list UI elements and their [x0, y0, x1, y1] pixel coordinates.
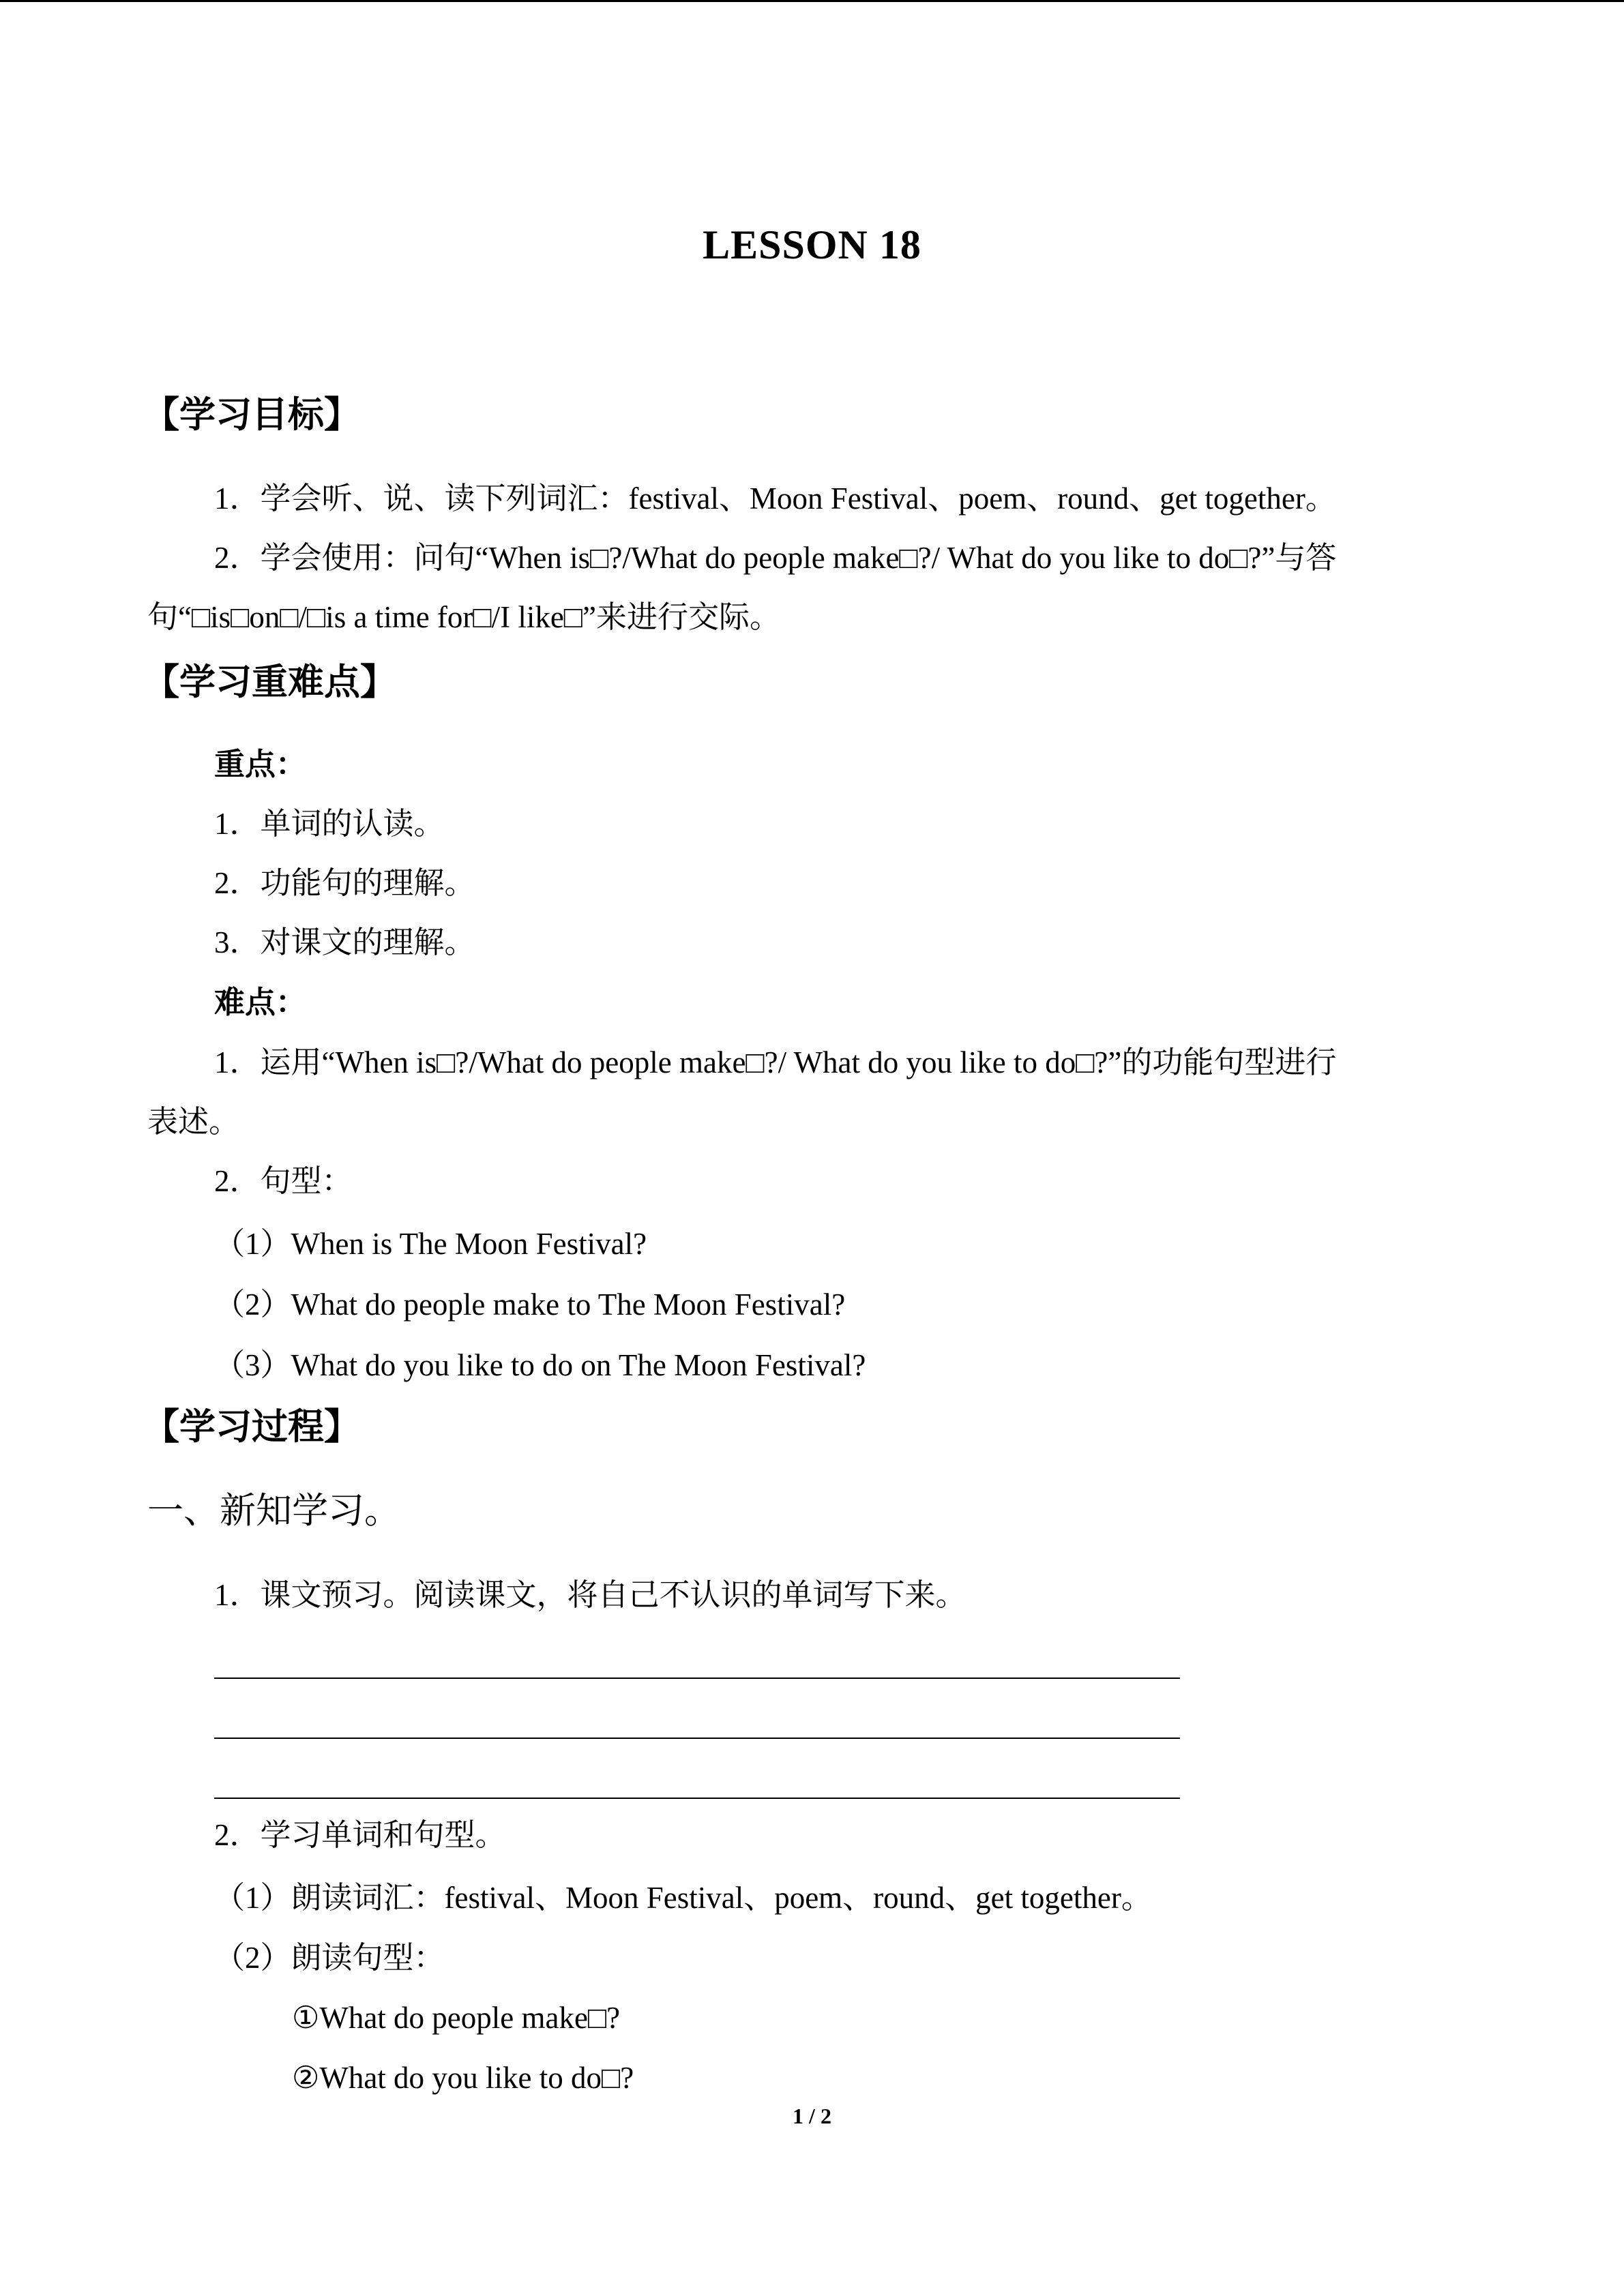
goal-item-1: 1．学会听、说、读下列词汇：festival、Moon Festival、poem、round、get together。 — [214, 481, 1336, 516]
difficulty-item-2: 2．句型： — [214, 1164, 353, 1198]
answer-line-2 — [214, 1738, 1180, 1739]
lesson-title: LESSON 18 — [703, 222, 921, 267]
page-number: 1 / 2 — [793, 2104, 831, 2128]
step-2-sub-1: （1）朗读词汇：festival、Moon Festival、poem、round、get together。 — [214, 1881, 1152, 1915]
answer-line-1 — [214, 1678, 1180, 1679]
focus-item-1: 1．单词的认读。 — [214, 807, 445, 841]
step-2: 2．学习单词和句型。 — [214, 1818, 506, 1852]
focus-item-3: 3．对课文的理解。 — [214, 925, 475, 959]
difficulty-item-1-line-2: 表述。 — [147, 1105, 240, 1139]
sentence-1: （1）When is The Moon Festival? — [214, 1227, 647, 1261]
goals-heading: 【学习目标】 — [143, 396, 360, 435]
difficulty-item-1-line-1: 1．运用“When is□?/What do people make□?/ What do you like to do□?”的功能句型进行 — [214, 1045, 1337, 1079]
sentence-2: （2）What do people make to The Moon Festival? — [214, 1287, 846, 1322]
focus-label: 重点： — [214, 747, 307, 781]
key-points-heading: 【学习重难点】 — [143, 663, 396, 702]
part-1-heading: 一、新知学习。 — [147, 1491, 400, 1531]
step-2-sentence-2: ②What do you like to do□? — [292, 2061, 634, 2095]
difficulty-label: 难点： — [214, 985, 307, 1019]
process-heading: 【学习过程】 — [143, 1407, 360, 1447]
step-1: 1．课文预习。阅读课文，将自己不认识的单词写下来。 — [214, 1578, 966, 1612]
step-2-sentence-1: ①What do people make□? — [292, 2001, 621, 2035]
step-2-sub-2: （2）朗读句型： — [214, 1941, 445, 1975]
sentence-3: （3）What do you like to do on The Moon Festival? — [214, 1348, 866, 1382]
answer-line-3 — [214, 1798, 1180, 1799]
goal-item-2-line-1: 2．学会使用：问句“When is□?/What do people make□?/ What do you like to do□?”与答 — [214, 541, 1337, 575]
goal-item-2-line-2: 句“□is□on□/□is a time for□/I like□”来进行交际。 — [147, 600, 780, 634]
focus-item-2: 2．功能句的理解。 — [214, 866, 475, 900]
